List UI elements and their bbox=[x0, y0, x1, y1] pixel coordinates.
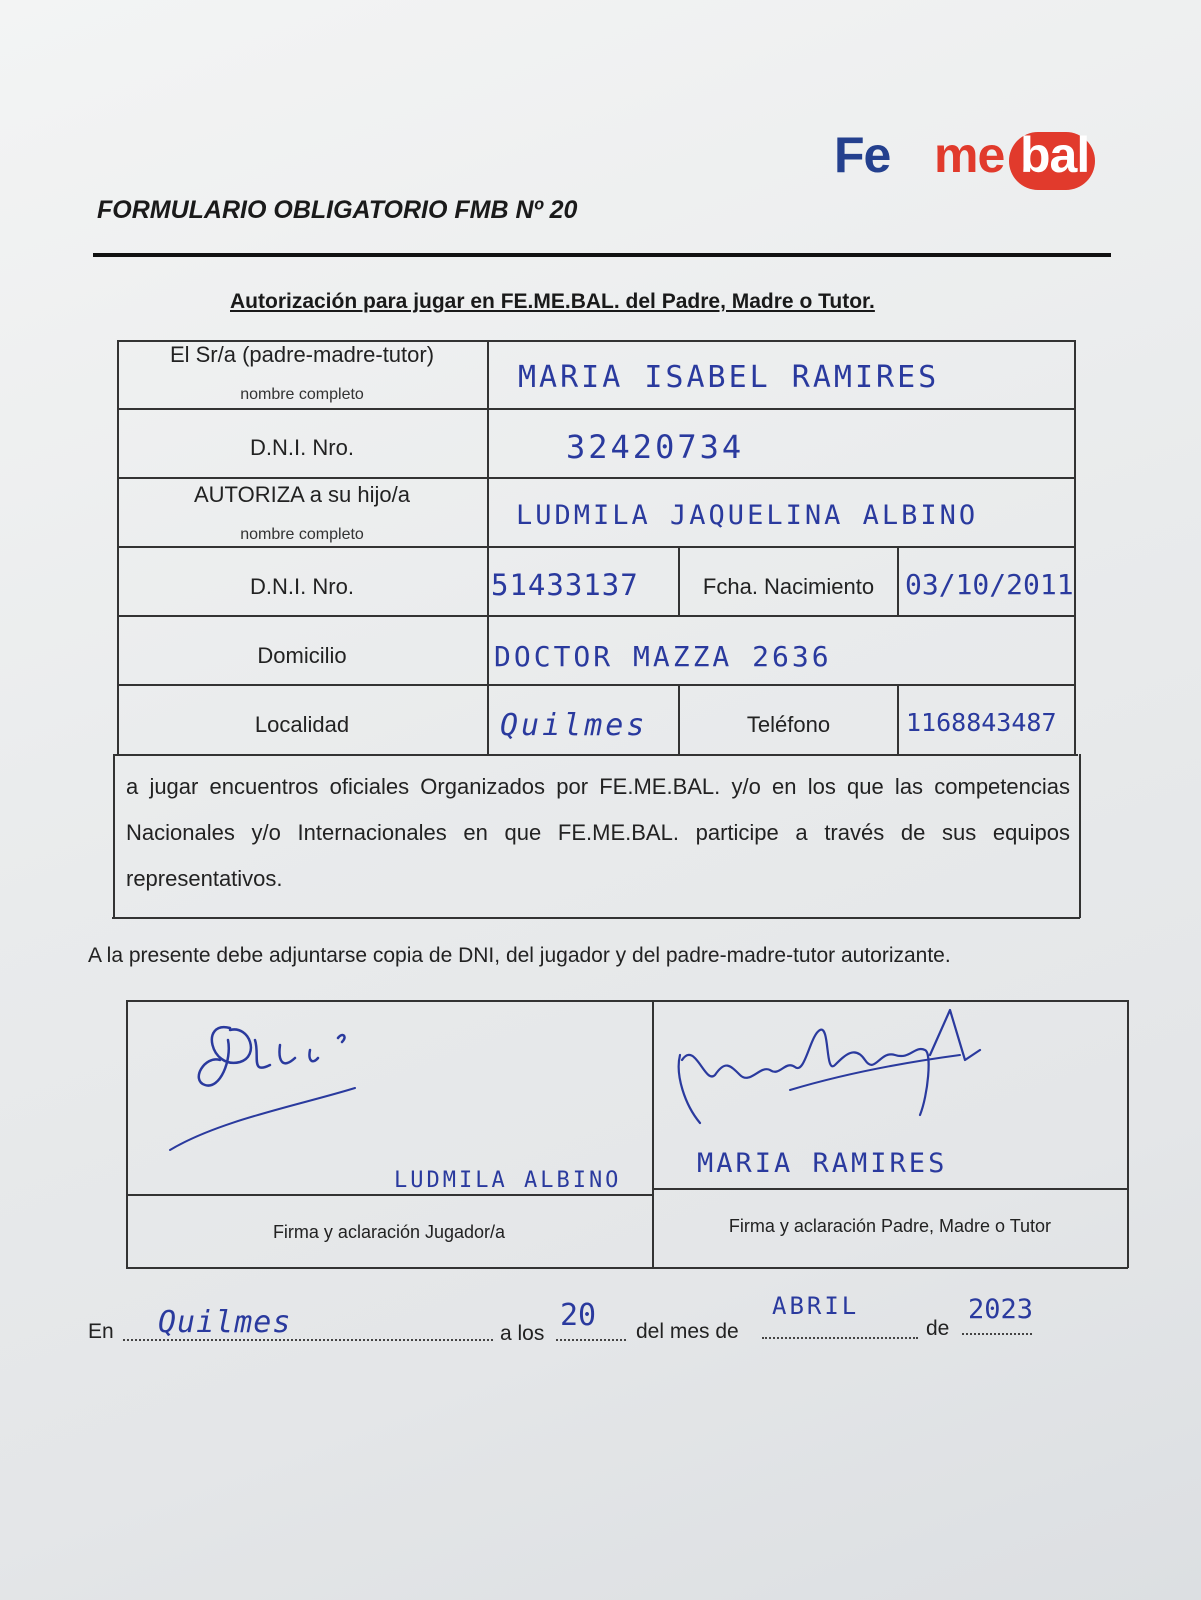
month-value: ABRIL bbox=[772, 1292, 860, 1320]
phone-value: 1168843487 bbox=[906, 708, 1057, 737]
child-name-value: LUDMILA JAQUELINA ALBINO bbox=[516, 500, 979, 531]
authorization-paragraph: a jugar encuentros oficiales Organizados por FE.ME.BAL. y/o en los que las competencias Nacionales y/o Internacionales en que FE.ME.BAL. participe a través de sus equipos representativos. bbox=[126, 774, 1070, 891]
city-label: Localidad bbox=[254, 712, 350, 737]
day-dotted-line bbox=[556, 1338, 626, 1341]
femebal-logo bbox=[834, 126, 1096, 194]
logo-text-bal: bal bbox=[1020, 127, 1090, 183]
logo-text-me: me bbox=[934, 127, 1005, 183]
form-title: FORMULARIO OBLIGATORIO FMB Nº 20 bbox=[97, 196, 578, 224]
footer-en: En bbox=[88, 1320, 114, 1343]
year-dotted-line bbox=[962, 1332, 1032, 1335]
month-dotted-line bbox=[762, 1336, 918, 1339]
parent-sublabel: nombre completo bbox=[240, 386, 364, 403]
child-label: AUTORIZA a su hijo/a bbox=[193, 482, 410, 507]
parent-label: El Sr/a (padre-madre-tutor) bbox=[169, 342, 435, 367]
child-sublabel: nombre completo bbox=[240, 526, 364, 543]
player-signature bbox=[160, 1010, 380, 1160]
parent-signature-label: Firma y aclaración Padre, Madre o Tutor bbox=[728, 1216, 1052, 1236]
parent-signature bbox=[670, 1005, 1000, 1135]
footer-de: de bbox=[926, 1317, 950, 1340]
address-value: DOCTOR MAZZA 2636 bbox=[494, 640, 832, 673]
parent-name-value: MARIA ISABEL RAMIRES bbox=[518, 360, 940, 395]
child-dni-value: 51433137 bbox=[491, 568, 639, 602]
year-value: 2023 bbox=[968, 1294, 1034, 1325]
child-dni-label: D.N.I. Nro. bbox=[250, 574, 354, 599]
birth-date-label: Fcha. Nacimiento bbox=[702, 574, 875, 599]
logo-text-fe: Fe bbox=[834, 127, 891, 183]
address-label: Domicilio bbox=[257, 643, 347, 668]
player-signature-label: Firma y aclaración Jugador/a bbox=[272, 1222, 506, 1242]
city-value: Quilmes bbox=[500, 708, 648, 743]
place-value: Quilmes bbox=[158, 1305, 292, 1340]
day-value: 20 bbox=[560, 1298, 597, 1333]
title-divider bbox=[93, 253, 1111, 257]
form-subtitle: Autorización para jugar en FE.ME.BAL. del Padre, Madre o Tutor. bbox=[230, 290, 875, 313]
phone-label: Teléfono bbox=[746, 712, 831, 737]
footer-del-mes-de: del mes de bbox=[636, 1320, 739, 1343]
parent-dni-value: 32420734 bbox=[566, 428, 745, 466]
player-printed-name: LUDMILA ALBINO bbox=[394, 1168, 622, 1193]
attachment-note: A la presente debe adjuntarse copia de DNI, del jugador y del padre-madre-tutor autorizante. bbox=[88, 944, 951, 967]
parent-dni-label: D.N.I. Nro. bbox=[250, 435, 354, 460]
footer-a-los: a los bbox=[500, 1322, 545, 1345]
birth-date-value: 03/10/2011 bbox=[905, 568, 1074, 601]
parent-printed-name: MARIA RAMIRES bbox=[697, 1148, 948, 1179]
